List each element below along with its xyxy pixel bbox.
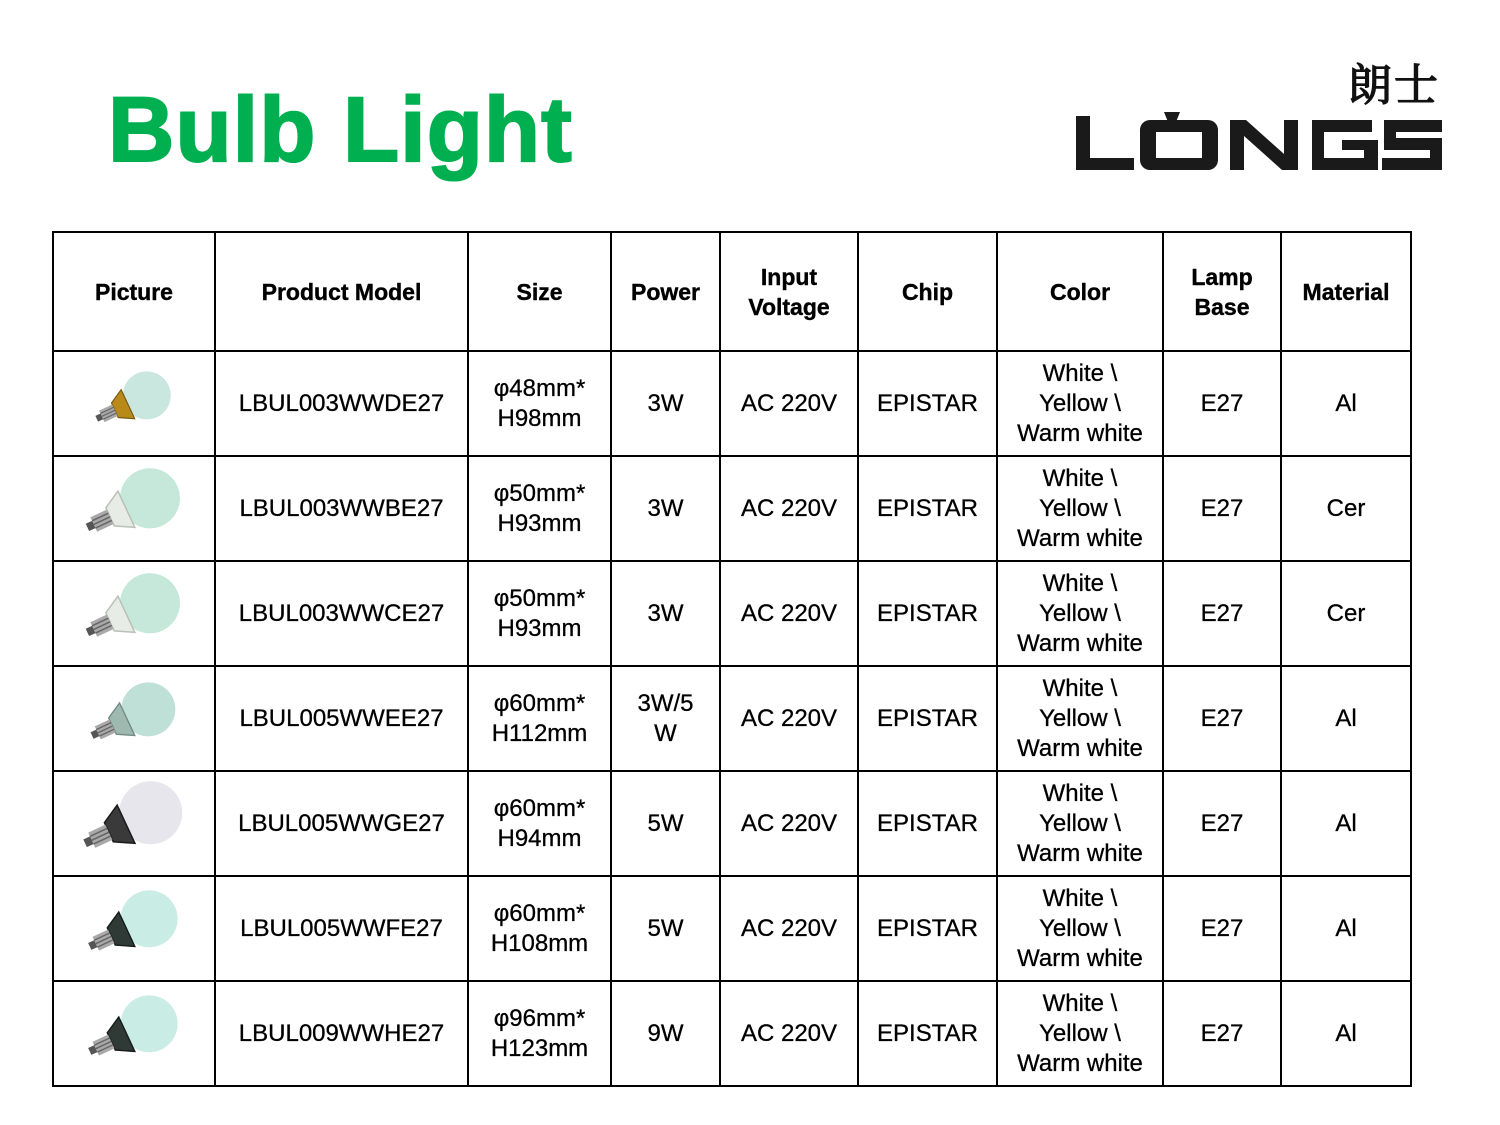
size-cell: φ60mm* H94mm [468,771,611,876]
lamp-base-cell: E27 [1163,351,1281,456]
product-model-cell: LBUL003WWBE27 [215,456,468,561]
voltage-cell: AC 220V [720,561,858,666]
header-color: Color [997,232,1163,351]
bulb-dark-icon [56,884,212,974]
longs-logo [1072,60,1444,176]
size-cell: φ50mm* H93mm [468,561,611,666]
lamp-base-cell: E27 [1163,876,1281,981]
voltage-cell: AC 220V [720,351,858,456]
size-cell: φ96mm* H123mm [468,981,611,1086]
material-cell: Al [1281,666,1411,771]
material-cell: Cer [1281,561,1411,666]
table-row [53,876,1411,981]
product-model-cell: LBUL003WWCE27 [215,561,468,666]
header-size: Size [468,232,611,351]
bulb-ceramic-icon [56,569,212,659]
size-cell: φ50mm* H93mm [468,456,611,561]
voltage-cell: AC 220V [720,456,858,561]
picture-cell [53,771,215,876]
product-model-cell: LBUL005WWFE27 [215,876,468,981]
material-cell: Al [1281,351,1411,456]
power-cell: 5W [611,771,720,876]
color-cell: White \ Yellow \ Warm white [997,666,1163,771]
logo-wordmark [1072,112,1444,174]
material-cell: Cer [1281,456,1411,561]
product-model-cell: LBUL009WWHE27 [215,981,468,1086]
header-lamp-base: Lamp Base [1163,232,1281,351]
picture-cell [53,981,215,1086]
color-cell: White \ Yellow \ Warm white [997,771,1163,876]
logo-wordmark-text: LONGS [1072,112,1076,113]
material-cell: Al [1281,771,1411,876]
chip-cell: EPISTAR [858,666,997,771]
chip-cell: EPISTAR [858,876,997,981]
color-cell: White \ Yellow \ Warm white [997,981,1163,1086]
color-cell: White \ Yellow \ Warm white [997,876,1163,981]
power-cell: 3W [611,561,720,666]
chip-cell: EPISTAR [858,561,997,666]
table-row [53,771,1411,876]
header-material: Material [1281,232,1411,351]
size-cell: φ60mm* H108mm [468,876,611,981]
header-product-model: Product Model [215,232,468,351]
table-row [53,351,1411,456]
table-row [53,981,1411,1086]
product-spec-table [52,231,1412,1087]
bulb-silver-icon [56,674,212,764]
header-power: Power [611,232,720,351]
bulb-dark-icon [56,989,212,1079]
voltage-cell: AC 220V [720,666,858,771]
power-cell: 3W [611,351,720,456]
material-cell: Al [1281,876,1411,981]
power-cell: 3W [611,456,720,561]
picture-cell [53,666,215,771]
size-cell: φ48mm* H98mm [468,351,611,456]
table-body [53,351,1411,1086]
color-cell: White \ Yellow \ Warm white [997,351,1163,456]
lamp-base-cell: E27 [1163,981,1281,1086]
product-model-cell: LBUL003WWDE27 [215,351,468,456]
bulb-ceramic-icon [56,464,212,554]
power-cell: 3W/5 W [611,666,720,771]
picture-cell [53,561,215,666]
lamp-base-cell: E27 [1163,561,1281,666]
power-cell: 5W [611,876,720,981]
page-title: Bulb Light [108,79,573,181]
voltage-cell: AC 220V [720,876,858,981]
chip-cell: EPISTAR [858,981,997,1086]
bulb-dark-large-icon [56,779,212,869]
table-row [53,561,1411,666]
picture-cell [53,351,215,456]
picture-cell [53,876,215,981]
table-row [53,666,1411,771]
color-cell: White \ Yellow \ Warm white [997,456,1163,561]
header-chip: Chip [858,232,997,351]
table-header-row [53,232,1411,351]
header-picture: Picture [53,232,215,351]
chip-cell: EPISTAR [858,456,997,561]
voltage-cell: AC 220V [720,771,858,876]
material-cell: Al [1281,981,1411,1086]
picture-cell [53,456,215,561]
bulb-gold-icon [56,359,212,449]
lamp-base-cell: E27 [1163,456,1281,561]
lamp-base-cell: E27 [1163,771,1281,876]
chip-cell: EPISTAR [858,771,997,876]
color-cell: White \ Yellow \ Warm white [997,561,1163,666]
product-model-cell: LBUL005WWGE27 [215,771,468,876]
voltage-cell: AC 220V [720,981,858,1086]
lamp-base-cell: E27 [1163,666,1281,771]
header-input-voltage: Input Voltage [720,232,858,351]
size-cell: φ60mm* H112mm [468,666,611,771]
table-row [53,456,1411,561]
power-cell: 9W [611,981,720,1086]
chip-cell: EPISTAR [858,351,997,456]
logo-chinese-text: 朗士 [1348,60,1440,111]
product-model-cell: LBUL005WWEE27 [215,666,468,771]
